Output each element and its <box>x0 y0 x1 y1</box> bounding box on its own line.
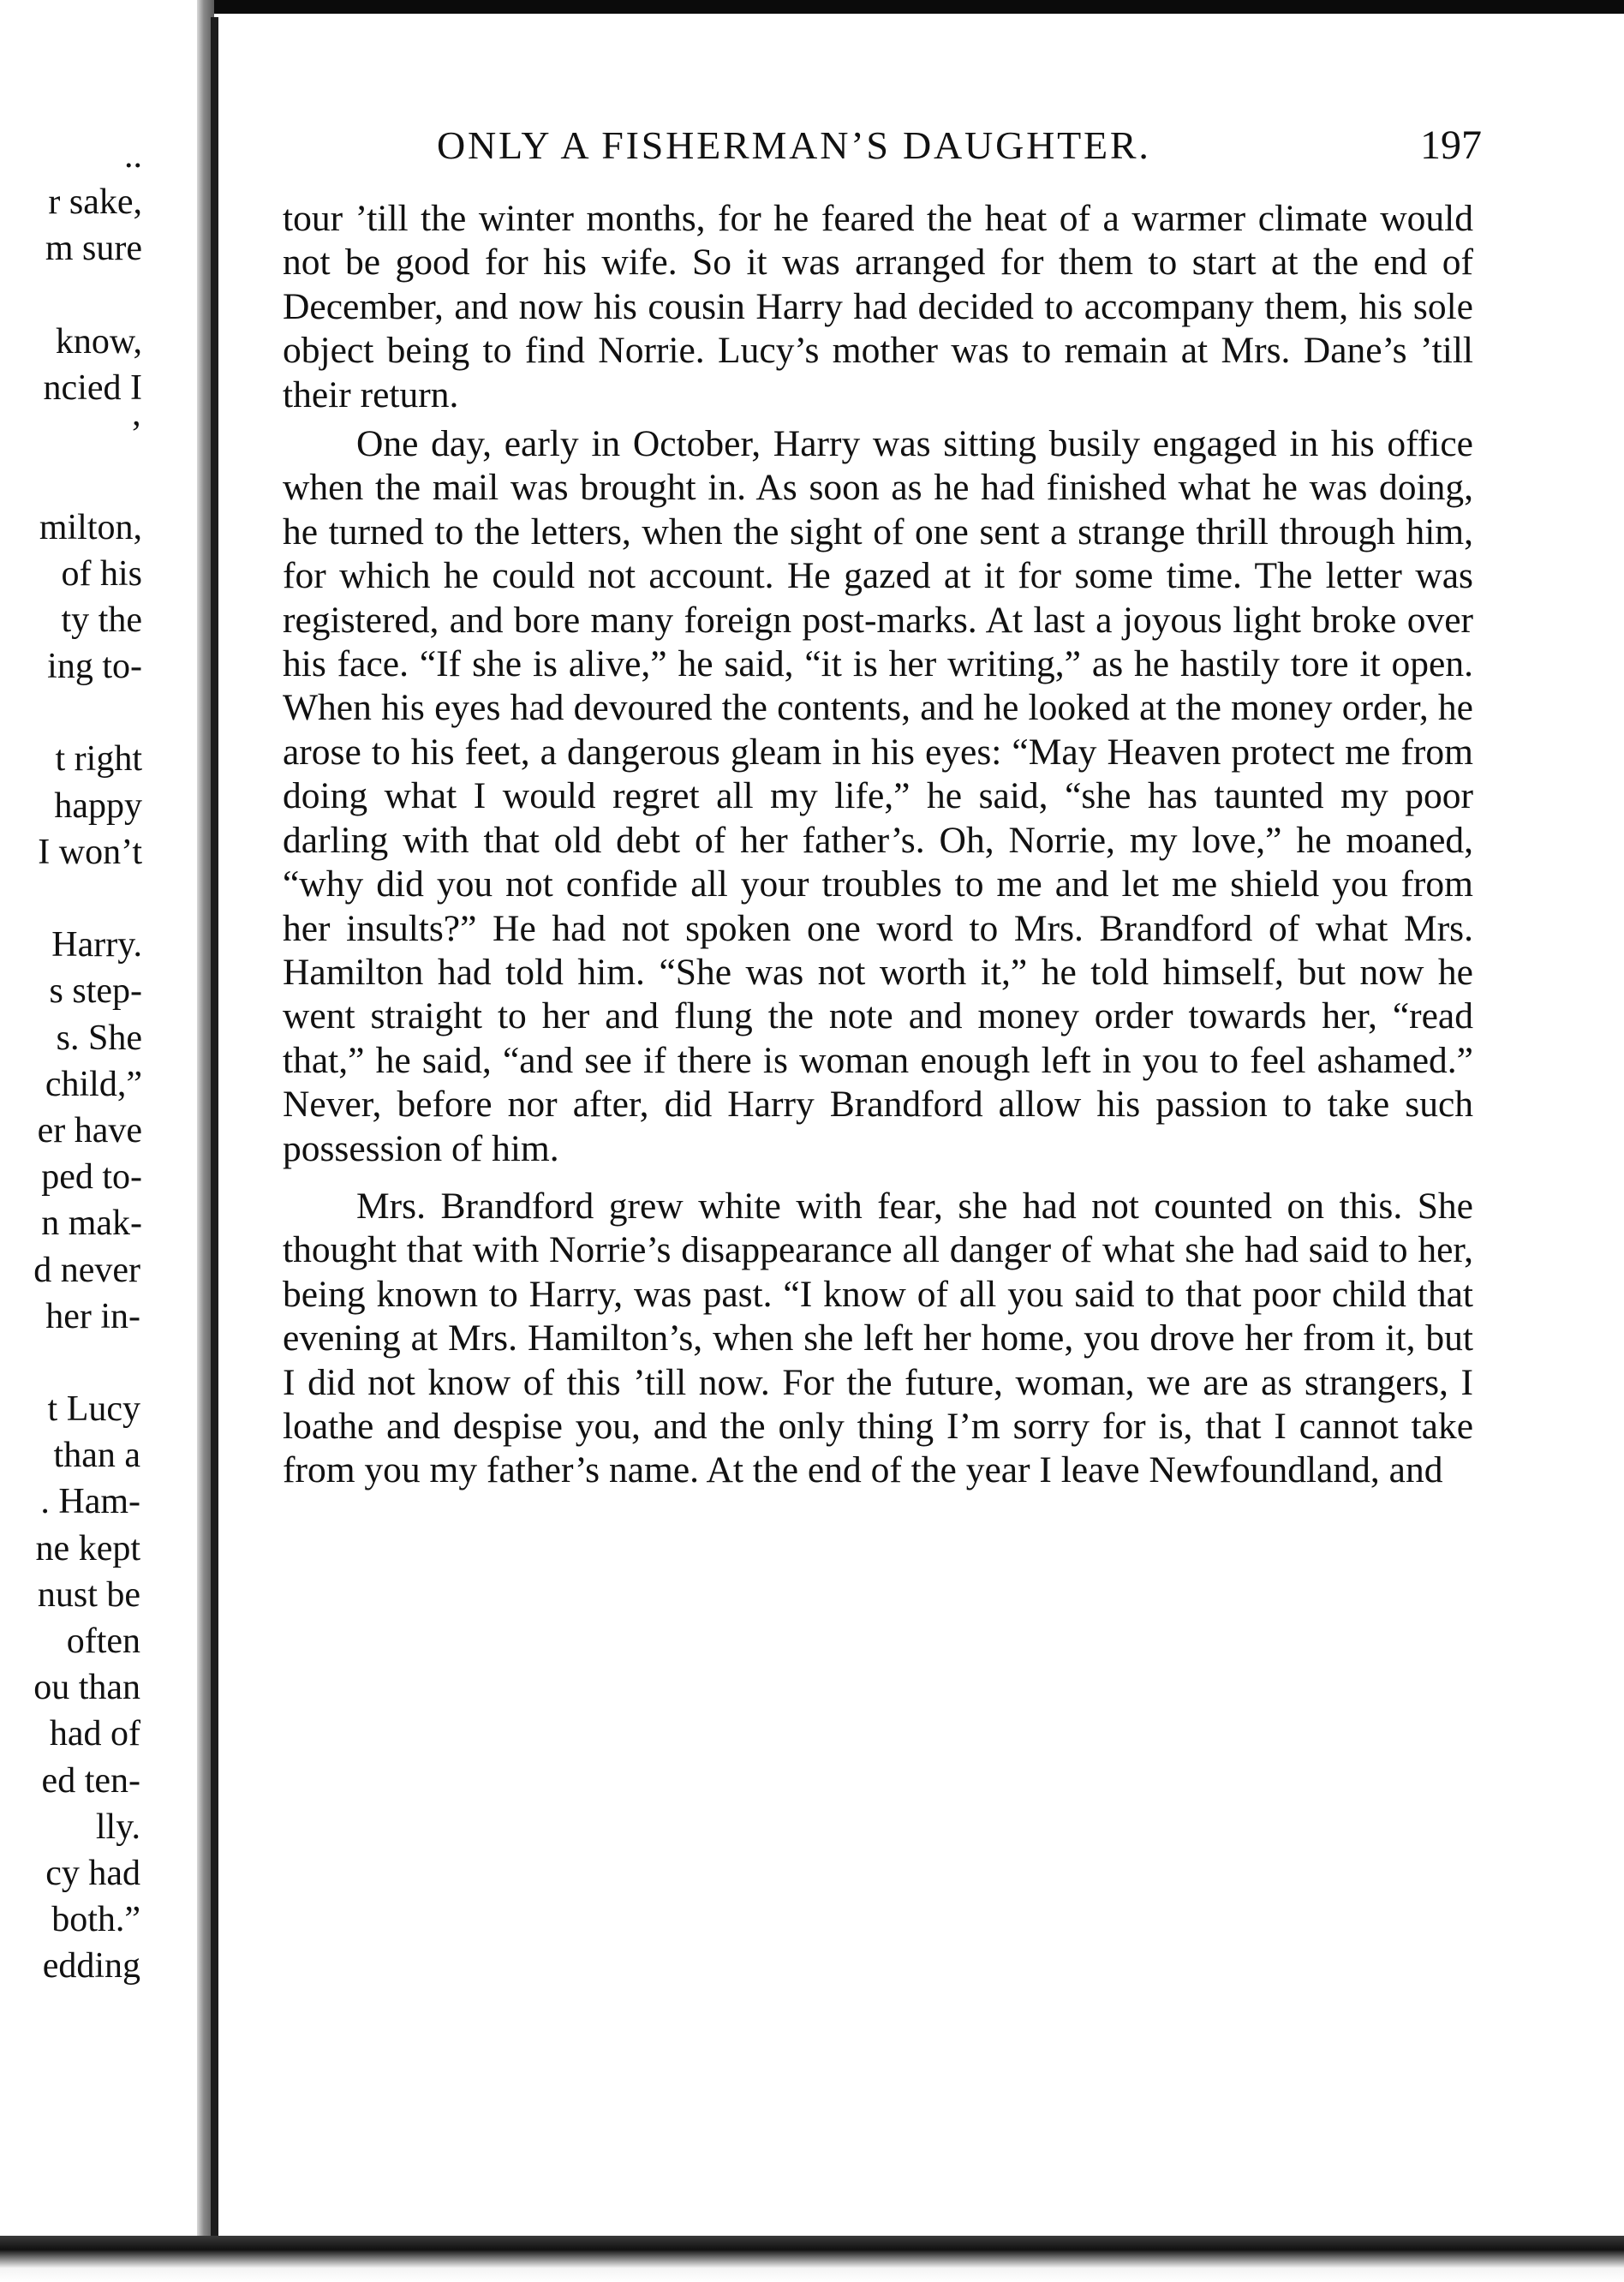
paragraph-continued: tour ’till the winter months, for he feared the heat of a warmer climate would not be good for his wife. So it was arranged for them to start at the end of December, and now his cousin Harry had decided to accompany them, his sole object being to find Norrie. Lucy’s mother was to remain at Mrs. Dane’s ’till their return. <box>283 198 1473 415</box>
facing-page-line: n mak- <box>41 1204 142 1244</box>
paragraph: One day, early in October, Harry was sitting busily engaged in his office when the mail was brought in. As soon as he had finished what he was doing, he turned to the letters, when the sight of one sent a strange thrill through him, for which he could not account. He gazed at it for some time. The letter was registered, and bore many foreign post-marks. At last a joyous light broke over his face. “If she is alive,” he said, “it is her writing,” as he hastily tore it open. When his eyes had devoured the contents, and he looked at the money order, he arose to his feet, a dangerous gleam in his eyes: “May Heaven protect me from doing what I would regret all my life,” he said, “she has taunted my poor darling with that old debt of her father’s. Oh, Norrie, my love,” he moaned, “why did you not confide all your troubles to me and let me shield you from her insults?” He had not spoken one word to Mrs. Brandford of what Mrs. Hamilton had told him. “She was not worth it,” he told himself, but now he went straight to her and flung the note and money order towards her, “read that,” he said, “and see if there is woman enough left in you to feel ashamed.” Never, before nor after, did Harry Brandford allow his passion to take such possession of him. <box>283 423 1473 1169</box>
facing-page-text-fragments <box>0 133 199 1990</box>
facing-page-line: ne kept <box>35 1528 140 1568</box>
facing-page-line: edding <box>42 1946 140 1986</box>
facing-page-line: ing to- <box>47 647 142 687</box>
facing-page-line: .. <box>124 136 142 176</box>
facing-page-line: happy <box>54 786 142 826</box>
facing-page-line: than a <box>53 1436 140 1476</box>
facing-page-line: s. She <box>56 1018 142 1058</box>
page-header <box>437 120 1482 180</box>
facing-page-line: ’ <box>130 415 142 455</box>
facing-page-line: m sure <box>45 229 142 269</box>
facing-page-line: er have <box>37 1110 142 1150</box>
facing-page-line: of his <box>61 553 142 594</box>
facing-page-line: had of <box>49 1714 140 1754</box>
scan-border-top <box>214 0 1624 14</box>
facing-page-line: s step- <box>49 971 142 1012</box>
facing-page-line: ncied I <box>43 367 142 408</box>
facing-page-line: d never <box>33 1250 140 1290</box>
book-gutter <box>211 17 218 2236</box>
scan-border-bottom <box>0 2236 1624 2282</box>
facing-page-line: r sake, <box>48 182 142 223</box>
running-head: ONLY A FISHERMAN’S DAUGHTER. <box>437 123 1151 167</box>
facing-page-line: often <box>66 1622 140 1661</box>
page-edge-right <box>1614 14 1624 2241</box>
facing-page-line: her in- <box>45 1296 140 1336</box>
page-number: 197 <box>1420 122 1482 168</box>
facing-page-line: lly. <box>95 1807 140 1847</box>
facing-page-line: I won’t <box>38 832 142 872</box>
facing-page-line: ty the <box>61 600 142 640</box>
facing-page-line <box>0 875 199 922</box>
paragraph: Mrs. Brandford grew white with fear, she had not counted on this. She thought that with Norrie’s disappearance all danger of what she had said to her, being known to Harry, was past. “I know of all you said to that poor child that evening at Mrs. Hamilton’s, when she left her home, you drove her from it, but I did not know of this ’till now. For the future, woman, we are as strangers, I loathe and despise you, and the only thing I’m sorry for is, that I cannot take from you my father’s name. At the end of the year I leave Newfoundland, and <box>283 1185 1473 1491</box>
facing-page-line: child,” <box>45 1064 142 1104</box>
facing-page-line: cy had <box>45 1853 140 1893</box>
facing-page-line: Harry. <box>51 925 142 965</box>
facing-page-line <box>0 272 199 319</box>
facing-page-line: ed ten- <box>41 1760 140 1801</box>
page-body <box>283 197 1473 1493</box>
facing-page-line: t Lucy <box>47 1389 140 1430</box>
facing-page-line <box>0 690 199 736</box>
facing-page-line: t right <box>55 739 142 780</box>
facing-page-line: both.” <box>51 1900 140 1940</box>
facing-page-left <box>0 0 199 2236</box>
facing-page-line <box>0 1340 199 1386</box>
facing-page-line: know, <box>55 321 142 361</box>
facing-page-line: milton, <box>39 507 142 547</box>
facing-page-line: . Ham- <box>40 1482 140 1522</box>
facing-page-line: nust be <box>37 1574 140 1615</box>
facing-page-line: ou than <box>33 1668 140 1708</box>
facing-page-line: ped to- <box>41 1157 142 1198</box>
facing-page-line <box>0 457 199 504</box>
